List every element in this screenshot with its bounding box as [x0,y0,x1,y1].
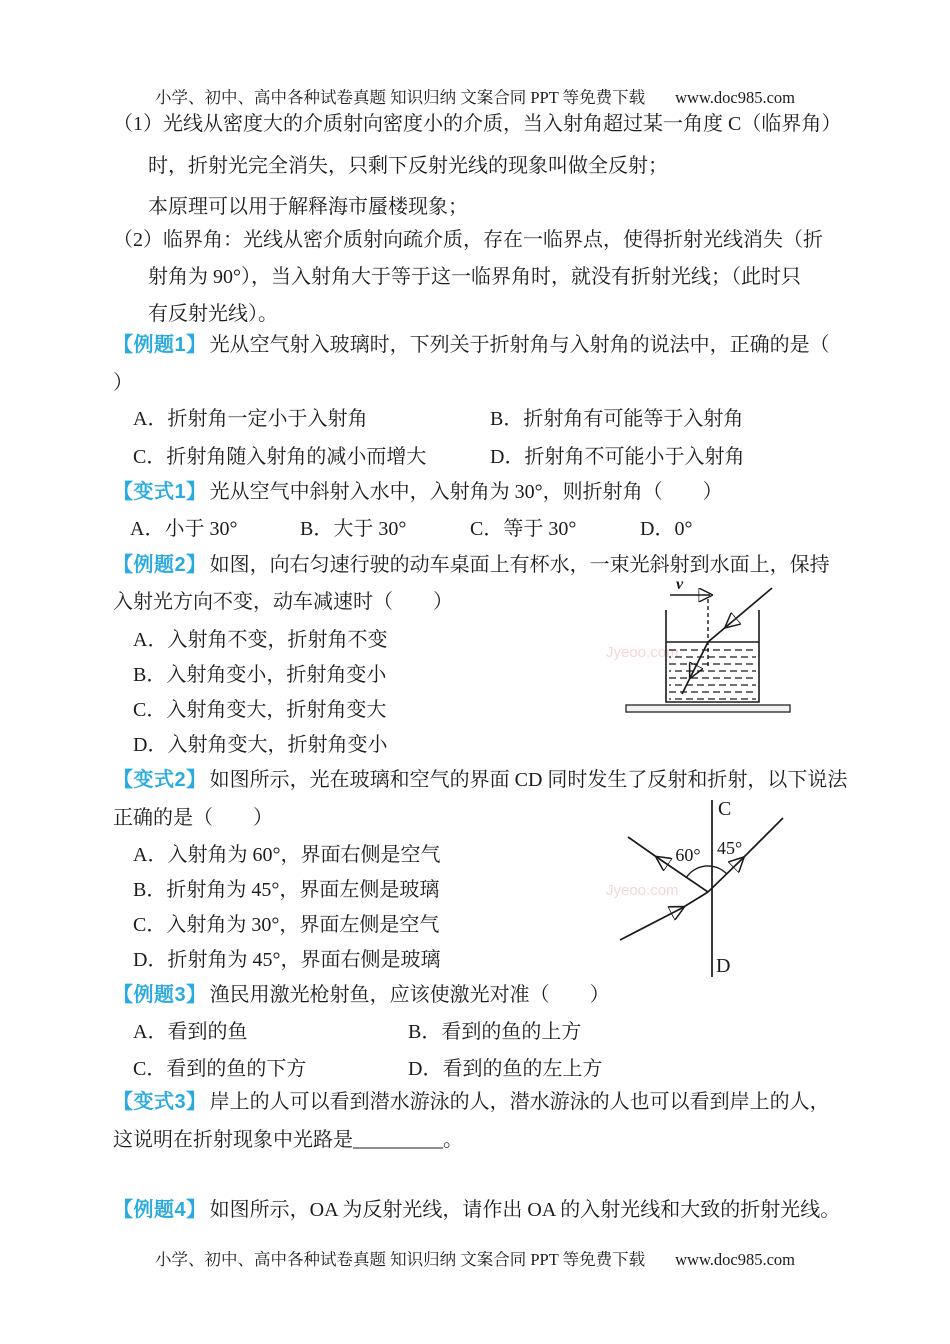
refracted-ray [708,859,742,892]
cup-figure [620,575,800,717]
variant1-option-a: A．小于 30° [130,518,238,540]
example3-option-d: D．看到的鱼的左上方 [408,1058,603,1080]
theory-line: 有反射光线）。 [148,303,278,325]
variant2-option-d: D．折射角为 45°，界面右侧是玻璃 [133,949,441,971]
variant2-option-a: A．入射角为 60°，界面右侧是空气 [133,844,441,866]
example3-option-a: A．看到的鱼 [133,1021,248,1043]
page-header [0,84,950,108]
example1-option-c: C．折射角随入射角的减小而增大 [133,446,427,468]
example4-stem: 【例题4】 如图所示，OA 为反射光线，请作出 OA 的入射光线和大致的折射光线。 [113,1199,841,1221]
variant3-label: 【变式3】 [113,1091,207,1113]
variant1-stem: 【变式1】 光从空气中斜射入水中，入射角为 30°，则折射角（ ） [113,481,723,503]
example3-option-c: C．看到的鱼的下方 [133,1058,307,1080]
footer-url: www.doc985.com [675,1250,796,1269]
variant2-option-b: B．折射角为 45°，界面左侧是玻璃 [133,879,440,901]
theory-line: 射角为 90°），当入射角大于等于这一临界角时，就没有折射光线；（此时只 [148,266,801,288]
cup-outline [666,610,759,702]
watermark: Jyeoo.com [606,882,679,899]
example2-option-b: B．入射角变小，折射角变小 [133,664,387,686]
variant1-option-c: C．等于 30° [470,518,577,540]
angle-right-label: 45° [717,838,743,858]
example1-stem-cont: ） [113,372,133,394]
water-hatch [669,650,756,699]
example1-option-d: D．折射角不可能小于入射角 [490,446,745,468]
footer-text: 小学、初中、高中各种试卷真题 知识归纳 文案合同 PPT 等免费下载 [154,1250,646,1269]
interface-top-label: C [718,798,732,820]
refracted-ray-tail [742,818,783,859]
example1-option-b: B．折射角有可能等于入射角 [490,408,744,430]
example1-option-a: A．折射角一定小于入射角 [133,408,368,430]
header-url: www.doc985.com [675,88,796,107]
example3-stem: 【例题3】 渔民用激光枪射鱼，应该使激光对准（ ） [113,984,610,1006]
example3-option-b: B．看到的鱼的上方 [408,1021,582,1043]
theory-line: （2）临界角：光线从密介质射向疏介质，存在一临界点，使得折射光线消失（折 [113,229,823,251]
variant1-label: 【变式1】 [113,481,207,503]
theory-line: 本原理可以用于解释海市蜃楼现象； [148,196,468,218]
variant3-stem-cont: 这说明在折射现象中光路是_________。 [113,1129,463,1151]
example2-label: 【例题2】 [113,554,207,576]
variant1-option-d: D．0° [640,518,693,540]
interface-bottom-label: D [716,955,731,977]
example1-stem: 【例题1】 光从空气射入玻璃时，下列关于折射角与入射角的说法中，正确的是（ [113,334,830,356]
table-base [626,705,790,712]
incident-ray [620,908,682,940]
example2-option-a: A．入射角不变，折射角不变 [133,629,388,651]
angle-left-label: 60° [675,845,701,865]
variant2-label: 【变式2】 [113,769,207,791]
velocity-label: v [676,576,684,593]
variant1-option-b: B．大于 30° [300,518,407,540]
variant2-stem: 【变式2】 如图所示，光在玻璃和空气的界面 CD 同时发生了反射和折射，以下说法 [113,769,848,791]
variant2-option-c: C．入射角为 30°，界面左侧是空气 [133,914,440,936]
example1-label: 【例题1】 [113,334,207,356]
reflected-ray-tail [628,837,658,858]
page-footer [0,1246,950,1270]
angle-arc [686,866,726,877]
example4-label: 【例题4】 [113,1199,207,1221]
example2-option-d: D．入射角变大，折射角变小 [133,734,388,756]
incident-ray-tail [682,892,708,908]
incident-ray-tail [708,626,727,642]
theory-line: （1）光线从密度大的介质射向密度小的介质，当入射角超过某一角度 C（临界角） [113,113,842,135]
header-text: 小学、初中、高中各种试卷真题 知识归纳 文案合同 PPT 等免费下载 [154,88,646,107]
variant3-stem: 【变式3】 岸上的人可以看到潜水游泳的人，潜水游泳的人也可以看到岸上的人， [113,1091,830,1113]
example3-label: 【例题3】 [113,984,207,1006]
watermark: Jyeoo.com [606,644,679,661]
interface-figure [588,793,873,988]
theory-line: 时，折射光完全消失，只剩下反射光线的现象叫做全反射； [148,155,668,177]
example2-stem-cont: 入射光方向不变，动车减速时（ ） [113,591,453,613]
variant2-stem-cont: 正确的是（ ） [113,807,273,829]
example2-option-c: C．入射角变大，折射角变大 [133,699,387,721]
incident-ray [727,588,772,626]
example2-stem: 【例题2】 如图，向右匀速行驶的动车桌面上有杯水，一束光斜射到水面上，保持 [113,554,830,576]
